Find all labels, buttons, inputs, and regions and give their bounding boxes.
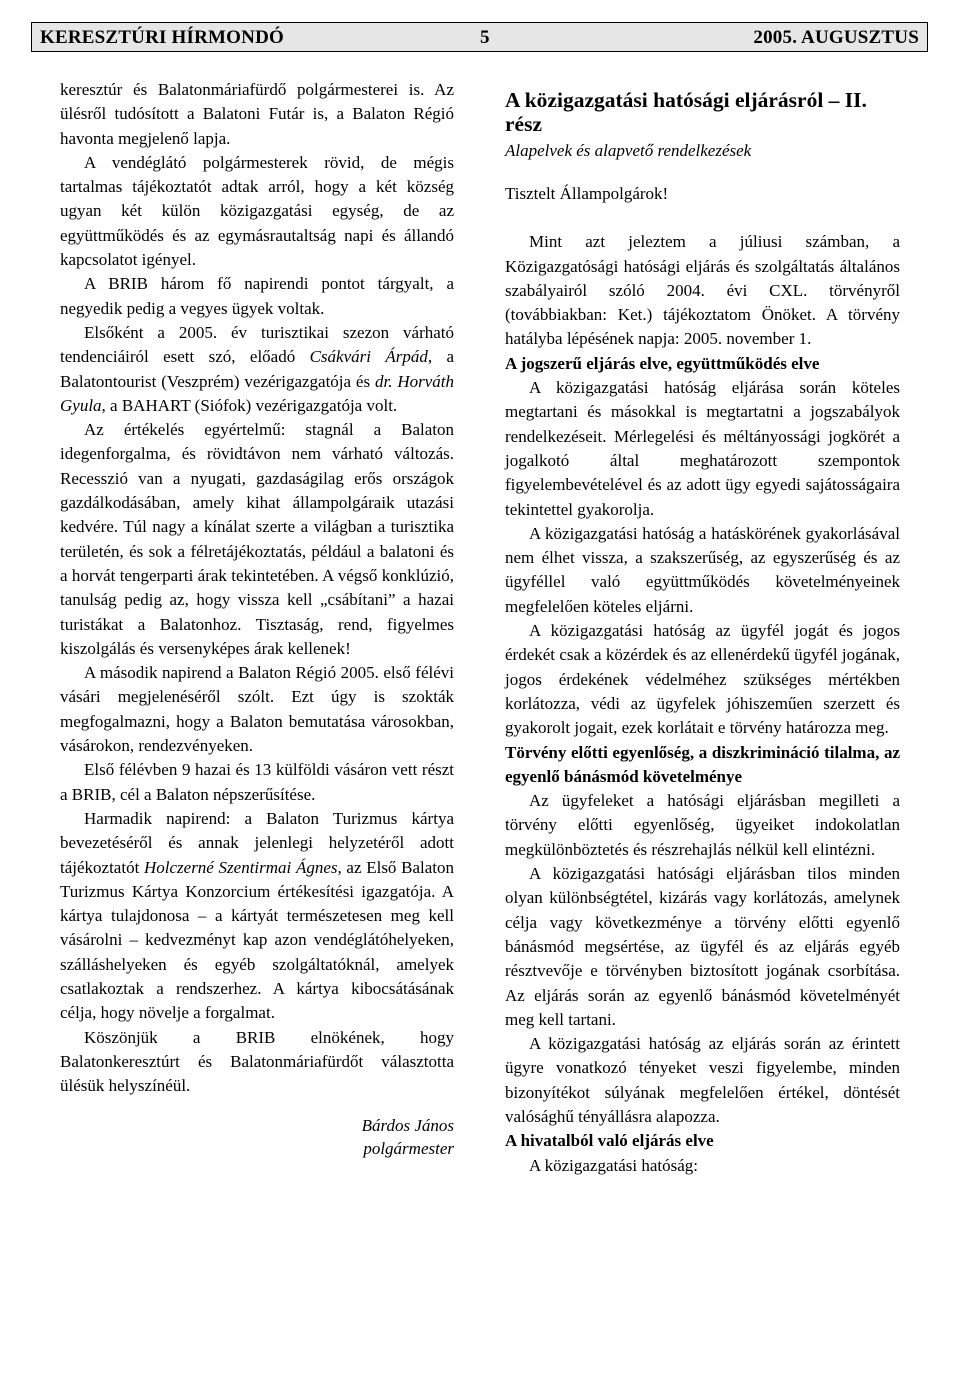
left-paragraph-1: keresztúr és Balatonmáriafürdő polgármesterei is. Az ülésről tudósított a Balatoni Futár is, a Balaton Régió havonta megjelenő lapja. bbox=[60, 80, 454, 148]
article-subtitle: Alapelvek és alapvető rendelkezések bbox=[505, 141, 752, 160]
section-heading-1: A jogszerű eljárás elve, együttműködés elve bbox=[505, 353, 820, 373]
signature-title: polgármester bbox=[363, 1139, 454, 1159]
greeting: Tisztelt Állampolgárok! bbox=[505, 184, 669, 203]
person-name: Csákvári Árpád bbox=[309, 347, 428, 367]
left-paragraph-8 bbox=[60, 807, 454, 1026]
publication-title: KERESZTÚRI HÍRMONDÓ bbox=[40, 27, 284, 48]
person-name: dr. Horváth Gyula bbox=[60, 371, 454, 415]
right-paragraph-2: A közigazgatási hatóság eljárása során köteles megtartani és másokkal is megtartatni a jogszabályok rendelkezéseit. Mérlegelési és méltányossági jogkörét a jogalkotó által meghatározott szempontok figyelembevételével és az adott ügy egyedi sajátosságaira tekintettel gyakorolja. bbox=[505, 378, 900, 519]
page-number: 5 bbox=[480, 27, 490, 48]
text-run: , az Első Balaton Turizmus Kártya Konzorcium értékesítési igazgatója. A kártya tulajdonosa – a kártyát természetesen meg kell vásárolni – kedvezményt kap azon vendéglátóhelyeken, szálláshelyeken és egyéb szolgáltatóknál, amelyek csatlakoztak a rendszerhez. A kártya kibocsátásának célja, hogy növelje a forgalmat. bbox=[60, 857, 454, 1023]
text-run: Harmadik napirend: a Balaton Turizmus kártya bevezetéséről és annak jelenlegi helyzetéről adott tájékoztatót bbox=[60, 808, 454, 877]
right-paragraph-5: Az ügyfeleket a hatósági eljárásban megilleti a törvény előtti egyenlőség, ügyeiket indokolatlan megkülönböztetés és részrehajlás nélkül kell elintézni. bbox=[505, 791, 900, 859]
right-paragraph-1: Mint azt jeleztem a júliusi számban, a Közigazgatósági hatósági eljárás és szolgáltatás általános szabályairól szóló 2004. évi CXL. törvényről (továbbiakban: Ket.) tájékoztatom Önöket. A törvény hatályba lépésének napja: 2005. november 1. bbox=[505, 232, 900, 349]
right-paragraph-7: A közigazgatási hatóság az eljárás során az érintett ügyre vonatkozó tényeket veszi figyelembe, minden bizonyítékot súlyának megfelelően értékel, döntését valósághű tényállásra alapozza. bbox=[505, 1034, 900, 1126]
left-paragraph-3: A BRIB három fő napirendi pontot tárgyalt, a negyedik pedig a vegyes ügyek voltak. bbox=[60, 274, 454, 318]
issue-date: 2005. AUGUSZTUS bbox=[753, 27, 919, 48]
text-run: , a Balatontourist (Veszprém) vezérigazgatója és bbox=[60, 347, 454, 391]
left-paragraph-7: Első félévben 9 hazai és 13 külföldi vásáron vett részt a BRIB, cél a Balaton népszerűsítése. bbox=[60, 760, 454, 804]
left-paragraph-6: A második napirend a Balaton Régió 2005. első félévi vásári megjelenéséről szólt. Ezt úgy is szokták megfogalmazni, hogy a Balaton bemutatása városokban, vásárokon, rendezvényeken. bbox=[60, 663, 454, 756]
signature bbox=[60, 1114, 454, 1160]
left-paragraph-9: Köszönjük a BRIB elnökének, hogy Balatonkeresztúrt és Balatonmáriafürdőt választotta ülésük helyszínéül. bbox=[60, 1027, 454, 1096]
signature-name: Bárdos János bbox=[361, 1116, 454, 1136]
right-paragraph-8: A közigazgatási hatóság: bbox=[529, 1155, 699, 1175]
left-paragraph-5: Az értékelés egyértelmű: stagnál a Balaton idegenforgalma, és rövidtávon nem várható változás. Recesszió van a nyugati, gazdaságilag erős országok gazdálkodásában, amely kihat állampolgáraik utazási kedvére. Túl nagy a kínálat szerte a világban a turisztika területén, és sok a félretájékoztatás, például a balatoni és a horvát tengerparti árak tekintetében. A végső konklúzió, tanulság pedig az, hogy vissza kell „csábítani” a hazai turistákat a Balatonhoz. Tisztaság, rend, figyelmes kiszolgálás és versenyképes árak kellenek! bbox=[60, 420, 454, 658]
page-header bbox=[31, 22, 928, 52]
section-heading-2: Törvény előtti egyenlőség, a diszkrimináció tilalma, az egyenlő bánásmód követelménye bbox=[505, 742, 900, 786]
left-column bbox=[60, 78, 454, 1160]
text-run: , a BAHART (Siófok) vezérigazgatója volt. bbox=[101, 395, 398, 415]
left-paragraph-2: A vendéglátó polgármesterek rövid, de mégis tartalmas tájékoztatót adtak arról, hogy a két község ugyan két külön közigazgatási egység, de az együttműködés és az egymásrautaltság napi és állandó kapcsolatot igényel. bbox=[60, 152, 454, 270]
section-heading-3: A hivatalból való eljárás elve bbox=[505, 1131, 714, 1151]
right-paragraph-3: A közigazgatási hatóság a hatáskörének gyakorlásával nem élhet vissza, a szakszerűség, az egyszerűség és az ügyféllel való együttműködés követelményeinek megfelelően köteles eljárni. bbox=[505, 523, 900, 616]
right-paragraph-4: A közigazgatási hatóság az ügyfél jogát és jogos érdekét csak a közérdek és az ellenérdekű ügyfél jogának, jogos érdekének védelméhez szükséges mértékben korlátozza, védi az ügyfelek jóhiszeműen szerzett és gyakorolt jogait, ezek korlátait e törvény határozza meg. bbox=[505, 621, 900, 738]
article-title: A közigazgatási hatósági eljárásról – II. rész bbox=[505, 88, 867, 136]
text-run: Elsőként a 2005. év turisztikai szezon várható tendenciáiról esett szó, előadó bbox=[60, 322, 454, 367]
person-name: Holczerné Szentirmai Ágnes bbox=[143, 857, 338, 877]
right-column bbox=[505, 78, 900, 1178]
left-paragraph-4 bbox=[60, 321, 454, 418]
right-paragraph-6: A közigazgatási hatósági eljárásban tilos minden olyan különbségtétel, kizárás vagy korlátozás, amelynek célja vagy következménye a törvény előtti egyenlő bánásmód megsértése, az ügyfél és az eljárás egyéb résztvevője e törvényben biztosított jogának csorbítása. Az eljárás során az egyenlő bánásmód követelményét meg kell tartani. bbox=[505, 864, 900, 1029]
